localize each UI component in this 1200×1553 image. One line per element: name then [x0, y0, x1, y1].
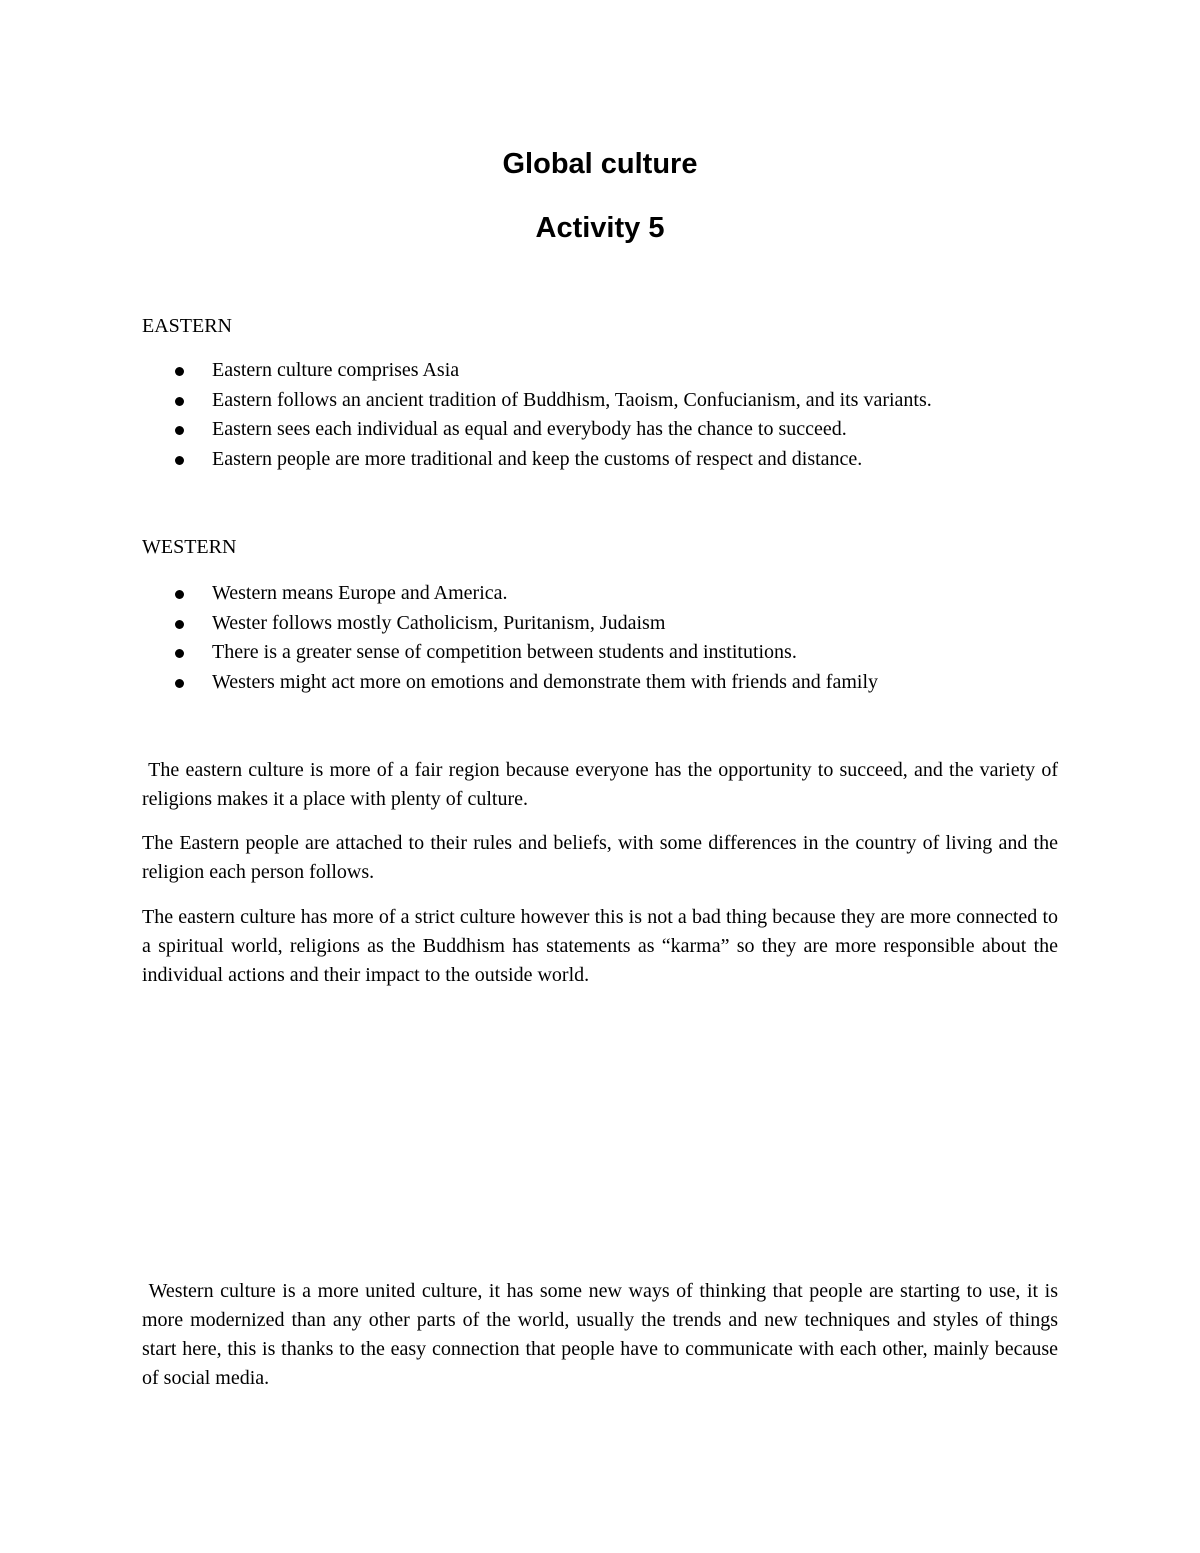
bullet-icon — [175, 620, 184, 629]
list-item — [142, 579, 1082, 609]
body-paragraph-western-culture: Western culture is a more united culture, it has some new ways of thinking that people are starting to use, it is more modernized than any other parts of the world, usually the trends and new techniques and styles of things start here, this is thanks to the easy connection that people have to communicate with each other, mainly because of social media. — [142, 1280, 1058, 1389]
list-item — [142, 386, 1082, 416]
list-item — [142, 356, 1082, 386]
bullet-icon — [175, 679, 184, 688]
bullet-icon — [175, 456, 184, 465]
document-subtitle: Activity 5 — [535, 212, 665, 244]
list-item-text: Westers might act more on emotions and demonstrate them with friends and family — [212, 670, 879, 693]
list-item — [142, 638, 1082, 668]
list-item-text: Eastern culture comprises Asia — [212, 359, 460, 381]
list-item — [142, 609, 1082, 639]
list-item — [142, 668, 1082, 698]
list-item — [142, 415, 1082, 445]
list-item-text: There is a greater sense of competition between students and institutions. — [212, 641, 797, 663]
body-paragraph-eastern-beliefs: The Eastern people are attached to their rules and beliefs, with some differences in the country of living and the religion each person follows. — [142, 832, 1058, 883]
list-item-text: Western means Europe and America. — [212, 582, 508, 604]
list-item — [142, 445, 1082, 475]
body-paragraph-eastern-strict: The eastern culture has more of a strict culture however this is not a bad thing because they are more connected to a spiritual world, religions as the Buddhism has statements as “karma” so they are more responsible about the individual actions and their impact to the outside world. — [142, 906, 1058, 986]
body-paragraph-eastern-fairness: The eastern culture is more of a fair region because everyone has the opportunity to succeed, and the variety of religions makes it a place with plenty of culture. — [142, 759, 1058, 810]
list-item-text: Wester follows mostly Catholicism, Puritanism, Judaism — [212, 611, 666, 634]
eastern-heading: EASTERN — [142, 315, 232, 337]
bullet-icon — [175, 590, 184, 599]
western-bullet-list — [142, 579, 1082, 697]
western-heading: WESTERN — [142, 536, 237, 558]
document-title: Global culture — [502, 148, 698, 180]
bullet-icon — [175, 426, 184, 435]
eastern-bullet-list — [142, 356, 1082, 474]
bullet-icon — [175, 649, 184, 658]
bullet-icon — [175, 397, 184, 406]
bullet-icon — [175, 367, 184, 376]
list-item-text: Eastern follows an ancient tradition of Buddhism, Taoism, Confucianism, and its variants. — [212, 388, 932, 411]
list-item-text: Eastern sees each individual as equal and everybody has the chance to succeed. — [212, 418, 847, 440]
list-item-text: Eastern people are more traditional and keep the customs of respect and distance. — [212, 447, 863, 470]
